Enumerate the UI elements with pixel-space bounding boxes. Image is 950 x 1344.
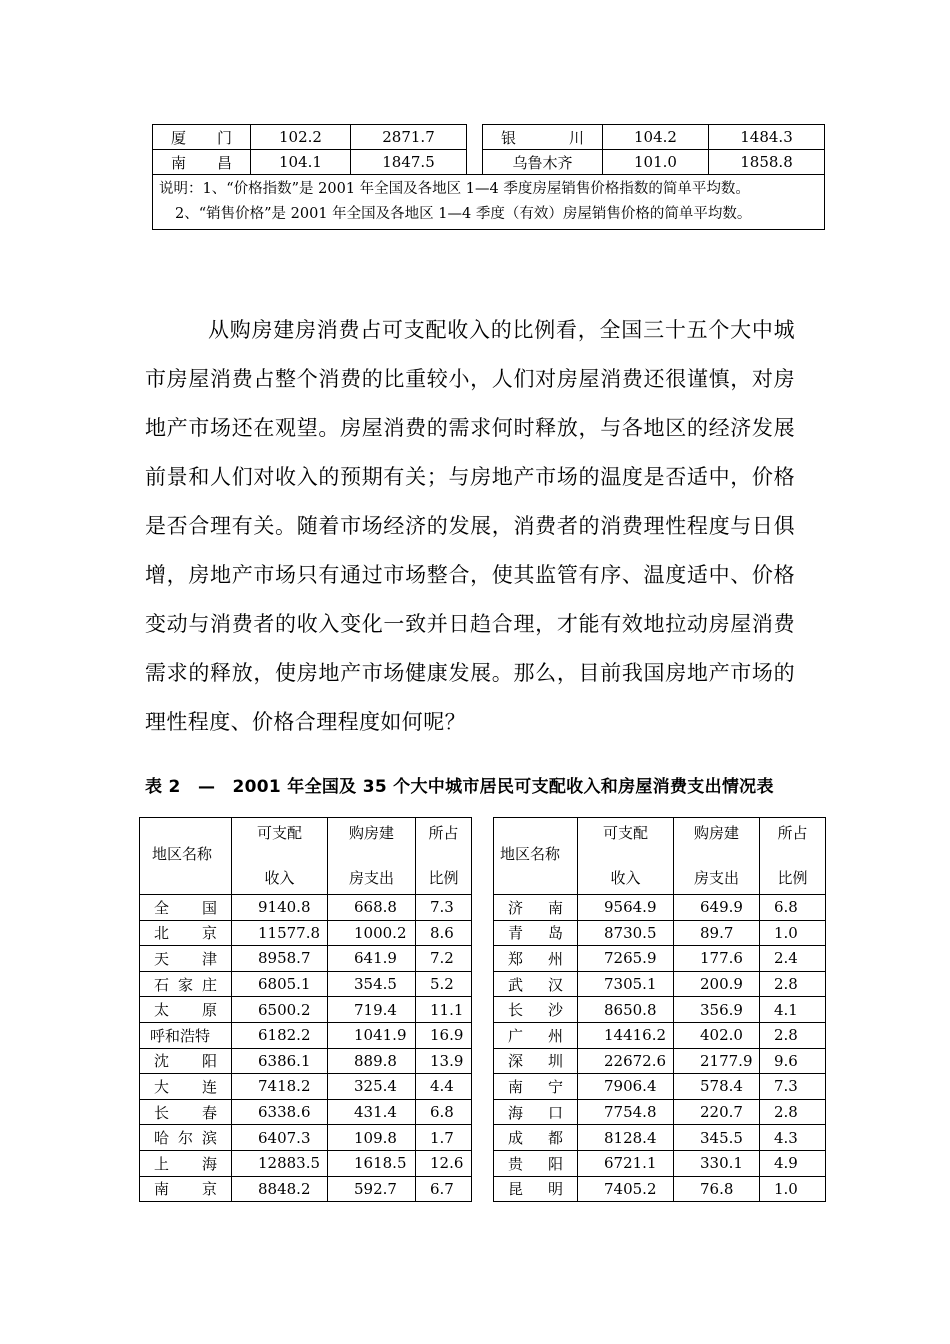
header-label: 所占 (428, 824, 459, 842)
ratio-cell: 1.0 (760, 1176, 826, 1202)
income-cell: 8128.4 (578, 1125, 674, 1151)
region-cell: 大 连 (140, 1074, 232, 1100)
region-cell: 北 京 (140, 920, 232, 946)
region-cell: 全 国 (140, 895, 232, 921)
income-cell: 12883.5 (232, 1150, 328, 1176)
housing-cell: 330.1 (674, 1150, 760, 1176)
city-cell: 银 川 (483, 125, 603, 150)
column-gap (472, 818, 494, 895)
income-cell: 9140.8 (232, 895, 328, 921)
table-row (140, 920, 826, 946)
header-label: 可支配 (602, 824, 648, 842)
housing-cell: 668.8 (328, 895, 416, 921)
income-cell: 7405.2 (578, 1176, 674, 1202)
income-cell: 9564.9 (578, 895, 674, 921)
income-cell: 6182.2 (232, 1022, 328, 1048)
sale-price-cell: 2871.7 (351, 125, 467, 150)
header-income (232, 818, 328, 895)
ratio-cell: 4.4 (416, 1074, 472, 1100)
ratio-cell: 4.9 (760, 1150, 826, 1176)
table-row (140, 1074, 826, 1100)
table-row (140, 1099, 826, 1125)
header-region (140, 818, 232, 895)
table-row (140, 1125, 826, 1151)
column-gap (472, 920, 494, 946)
region-cell: 长 沙 (494, 997, 578, 1023)
housing-cell: 1618.5 (328, 1150, 416, 1176)
table-row (153, 125, 825, 150)
column-gap (467, 150, 483, 175)
price-index-cell: 101.0 (603, 150, 709, 175)
table-row (140, 997, 826, 1023)
header-label: 收入 (610, 869, 641, 887)
column-gap (472, 946, 494, 972)
housing-cell: 325.4 (328, 1074, 416, 1100)
column-gap (472, 1176, 494, 1202)
region-cell: 南 宁 (494, 1074, 578, 1100)
income-cell: 6721.1 (578, 1150, 674, 1176)
housing-cell: 220.7 (674, 1099, 760, 1125)
region-cell: 济 南 (494, 895, 578, 921)
ratio-cell: 8.6 (416, 920, 472, 946)
header-ratio (760, 818, 826, 895)
income-cell: 7418.2 (232, 1074, 328, 1100)
ratio-cell: 7.2 (416, 946, 472, 972)
income-cell: 8650.8 (578, 997, 674, 1023)
income-cell: 7265.9 (578, 946, 674, 972)
header-label: 房支出 (348, 869, 394, 887)
ratio-cell: 2.8 (760, 971, 826, 997)
header-label: 比例 (428, 869, 459, 887)
ratio-cell: 6.8 (416, 1099, 472, 1125)
income-cell: 6500.2 (232, 997, 328, 1023)
table-note (153, 175, 825, 230)
income-cell: 7754.8 (578, 1099, 674, 1125)
price-index-table (152, 124, 825, 230)
header-label: 购房建 (348, 824, 394, 842)
region-cell: 长 春 (140, 1099, 232, 1125)
header-label: 收入 (264, 869, 295, 887)
housing-cell: 431.4 (328, 1099, 416, 1125)
region-cell: 天 津 (140, 946, 232, 972)
header-housing (674, 818, 760, 895)
region-cell: 哈尔滨 (140, 1125, 232, 1151)
income-cell: 14416.2 (578, 1022, 674, 1048)
table-header-row (140, 818, 826, 895)
column-gap (467, 125, 483, 150)
city-cell: 南 昌 (153, 150, 251, 175)
header-label: 地区名称 (152, 844, 213, 863)
housing-cell: 1041.9 (328, 1022, 416, 1048)
income-cell: 6338.6 (232, 1099, 328, 1125)
price-index-cell: 104.1 (251, 150, 351, 175)
income-cell: 6407.3 (232, 1125, 328, 1151)
sale-price-cell: 1484.3 (709, 125, 825, 150)
region-cell: 呼和浩特 (140, 1022, 232, 1048)
housing-cell: 2177.9 (674, 1048, 760, 1074)
housing-cell: 592.7 (328, 1176, 416, 1202)
region-cell: 贵 阳 (494, 1150, 578, 1176)
ratio-cell: 2.8 (760, 1099, 826, 1125)
region-cell: 郑 州 (494, 946, 578, 972)
price-index-cell: 104.2 (603, 125, 709, 150)
header-label: 购房建 (693, 824, 739, 842)
income-cell: 6386.1 (232, 1048, 328, 1074)
table-row (140, 1150, 826, 1176)
column-gap (472, 997, 494, 1023)
header-label: 地区名称 (500, 844, 561, 863)
region-cell: 广 州 (494, 1022, 578, 1048)
ratio-cell: 4.3 (760, 1125, 826, 1151)
table-note-row (153, 175, 825, 230)
ratio-cell: 1.7 (416, 1125, 472, 1151)
income-cell: 22672.6 (578, 1048, 674, 1074)
note-line: 2、“销售价格”是 2001 年全国及各地区 1—4 季度（有效）房屋销售价格的简单平均数。 (175, 206, 752, 222)
housing-cell: 578.4 (674, 1074, 760, 1100)
header-label: 比例 (777, 869, 808, 887)
housing-cell: 641.9 (328, 946, 416, 972)
region-cell: 上 海 (140, 1150, 232, 1176)
table-row (140, 1048, 826, 1074)
price-index-cell: 102.2 (251, 125, 351, 150)
housing-cell: 649.9 (674, 895, 760, 921)
income-cell: 11577.8 (232, 920, 328, 946)
header-housing (328, 818, 416, 895)
housing-cell: 76.8 (674, 1176, 760, 1202)
income-cell: 7906.4 (578, 1074, 674, 1100)
table-row (140, 1176, 826, 1202)
income-housing-table (139, 817, 826, 1202)
column-gap (472, 1125, 494, 1151)
region-cell: 成 都 (494, 1125, 578, 1151)
region-cell: 太 原 (140, 997, 232, 1023)
column-gap (472, 971, 494, 997)
income-cell: 8730.5 (578, 920, 674, 946)
header-label: 房支出 (693, 869, 739, 887)
city-cell: 厦 门 (153, 125, 251, 150)
ratio-cell: 5.2 (416, 971, 472, 997)
ratio-cell: 6.7 (416, 1176, 472, 1202)
ratio-cell: 7.3 (760, 1074, 826, 1100)
income-cell: 6805.1 (232, 971, 328, 997)
region-cell: 石家庄 (140, 971, 232, 997)
table-row (140, 895, 826, 921)
region-cell: 武 汉 (494, 971, 578, 997)
table-row (140, 1022, 826, 1048)
housing-cell: 889.8 (328, 1048, 416, 1074)
header-label: 所占 (777, 824, 808, 842)
housing-cell: 356.9 (674, 997, 760, 1023)
ratio-cell: 6.8 (760, 895, 826, 921)
table-row (140, 946, 826, 972)
header-region (494, 818, 578, 895)
housing-cell: 1000.2 (328, 920, 416, 946)
region-cell: 昆 明 (494, 1176, 578, 1202)
housing-cell: 177.6 (674, 946, 760, 972)
city-cell: 乌鲁木齐 (483, 150, 603, 175)
income-cell: 8848.2 (232, 1176, 328, 1202)
ratio-cell: 16.9 (416, 1022, 472, 1048)
column-gap (472, 1048, 494, 1074)
table-caption: 表 2 — 2001 年全国及 35 个大中城市居民可支配收入和房屋消费支出情况表 (145, 777, 774, 797)
column-gap (472, 895, 494, 921)
housing-cell: 89.7 (674, 920, 760, 946)
ratio-cell: 2.8 (760, 1022, 826, 1048)
body-paragraph: 从购房建房消费占可支配收入的比例看，全国三十五个大中城市房屋消费占整个消费的比重较小，人们对房屋消费还很谨慎，对房地产市场还在观望。房屋消费的需求何时释放，与各地区的经济发展前景和人们对收入的预期有关；与房地产市场的温度是否适中，价格是否合理有关。随着市场经济的发展，消费者的消费理性程度与日俱增，房地产市场只有通过市场整合，使其监管有序、温度适中、价格变动与消费者的收入变化一致并日趋合理，才能有效地拉动房屋消费需求的释放，使房地产市场健康发展。那么，目前我国房地产市场的理性程度、价格合理程度如何呢？ (145, 318, 795, 734)
sale-price-cell: 1858.8 (709, 150, 825, 175)
housing-cell: 354.5 (328, 971, 416, 997)
ratio-cell: 2.4 (760, 946, 826, 972)
ratio-cell: 13.9 (416, 1048, 472, 1074)
ratio-cell: 1.0 (760, 920, 826, 946)
ratio-cell: 12.6 (416, 1150, 472, 1176)
ratio-cell: 4.1 (760, 997, 826, 1023)
region-cell: 青 岛 (494, 920, 578, 946)
region-cell: 海 口 (494, 1099, 578, 1125)
housing-cell: 109.8 (328, 1125, 416, 1151)
ratio-cell: 9.6 (760, 1048, 826, 1074)
income-cell: 8958.7 (232, 946, 328, 972)
housing-cell: 345.5 (674, 1125, 760, 1151)
column-gap (472, 1022, 494, 1048)
column-gap (472, 1150, 494, 1176)
header-income (578, 818, 674, 895)
header-label: 可支配 (256, 824, 302, 842)
column-gap (472, 1099, 494, 1125)
ratio-cell: 7.3 (416, 895, 472, 921)
income-cell: 7305.1 (578, 971, 674, 997)
table-row (140, 971, 826, 997)
housing-cell: 200.9 (674, 971, 760, 997)
housing-cell: 402.0 (674, 1022, 760, 1048)
table-row (153, 150, 825, 175)
region-cell: 沈 阳 (140, 1048, 232, 1074)
ratio-cell: 11.1 (416, 997, 472, 1023)
column-gap (472, 1074, 494, 1100)
housing-cell: 719.4 (328, 997, 416, 1023)
header-ratio (416, 818, 472, 895)
region-cell: 深 圳 (494, 1048, 578, 1074)
note-line: 说明：1、“价格指数”是 2001 年全国及各地区 1—4 季度房屋销售价格指数的简单平均数。 (159, 181, 750, 197)
sale-price-cell: 1847.5 (351, 150, 467, 175)
region-cell: 南 京 (140, 1176, 232, 1202)
